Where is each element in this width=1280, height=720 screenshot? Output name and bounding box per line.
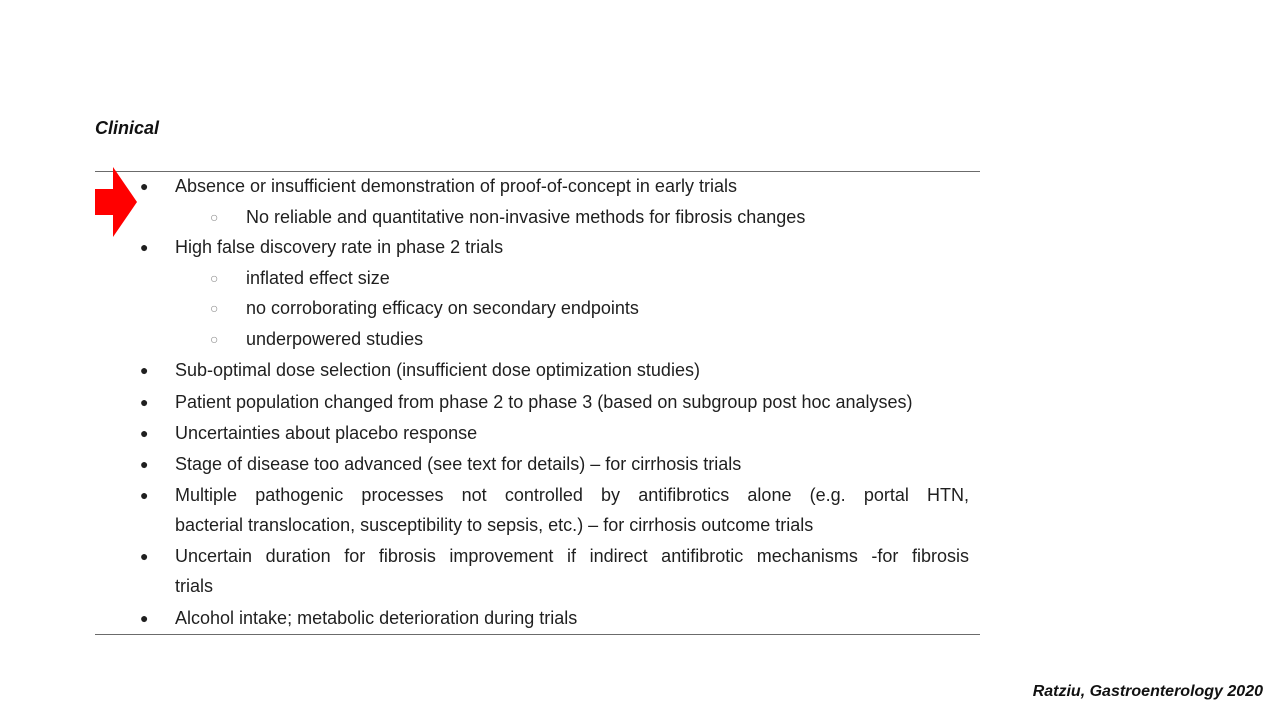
- sub-list-item: inflated effect size: [246, 268, 390, 288]
- list-item: Patient population changed from phase 2 to phase 3 (based on subgroup post hoc analyses): [175, 392, 913, 412]
- bullet-icon: ●: [140, 362, 149, 378]
- list-item: Uncertainties about placebo response: [175, 423, 478, 443]
- list-item: Sub-optimal dose selection (insufficient dose optimization studies): [175, 360, 700, 380]
- list-item-line: Multiple pathogenic processes not controlled by antifibrotics alone (e.g. portal HTN,: [175, 485, 969, 505]
- bullet-icon: ●: [140, 487, 149, 503]
- section-title: Clinical: [95, 118, 160, 138]
- sub-list-item: No reliable and quantitative non-invasive methods for fibrosis changes: [246, 207, 806, 227]
- list-item-line: bacterial translocation, susceptibility to sepsis, etc.) – for cirrhosis outcome trials: [175, 515, 814, 535]
- bullet-icon: ●: [140, 239, 149, 255]
- bullet-icon: ●: [140, 425, 149, 441]
- subbullet-icon: ○: [210, 331, 219, 347]
- table-bottom-rule: [95, 634, 980, 635]
- list-item-line: trials: [175, 576, 214, 596]
- list-item-line: Uncertain duration for fibrosis improvement if indirect antifibrotic mechanisms -for fibrosis: [175, 546, 969, 566]
- list-item: Alcohol intake; metabolic deterioration during trials: [175, 608, 578, 628]
- red-arrow-icon: [95, 167, 137, 237]
- bullet-icon: ●: [140, 610, 149, 626]
- list-item: High false discovery rate in phase 2 trials: [175, 237, 504, 257]
- sub-list-item: no corroborating efficacy on secondary endpoints: [246, 298, 639, 318]
- bullet-icon: ●: [140, 394, 149, 410]
- list-item: Stage of disease too advanced (see text for details) – for cirrhosis trials: [175, 454, 742, 474]
- bullet-icon: ●: [140, 548, 149, 564]
- table-top-rule: [95, 171, 980, 172]
- list-item: Absence or insufficient demonstration of proof-of-concept in early trials: [175, 176, 737, 196]
- subbullet-icon: ○: [210, 209, 219, 225]
- citation: Ratziu, Gastroenterology 2020: [1032, 683, 1263, 700]
- bullet-icon: ●: [140, 456, 149, 472]
- subbullet-icon: ○: [210, 270, 219, 286]
- sub-list-item: underpowered studies: [246, 329, 424, 349]
- bullet-icon: ●: [140, 178, 149, 194]
- subbullet-icon: ○: [210, 300, 219, 316]
